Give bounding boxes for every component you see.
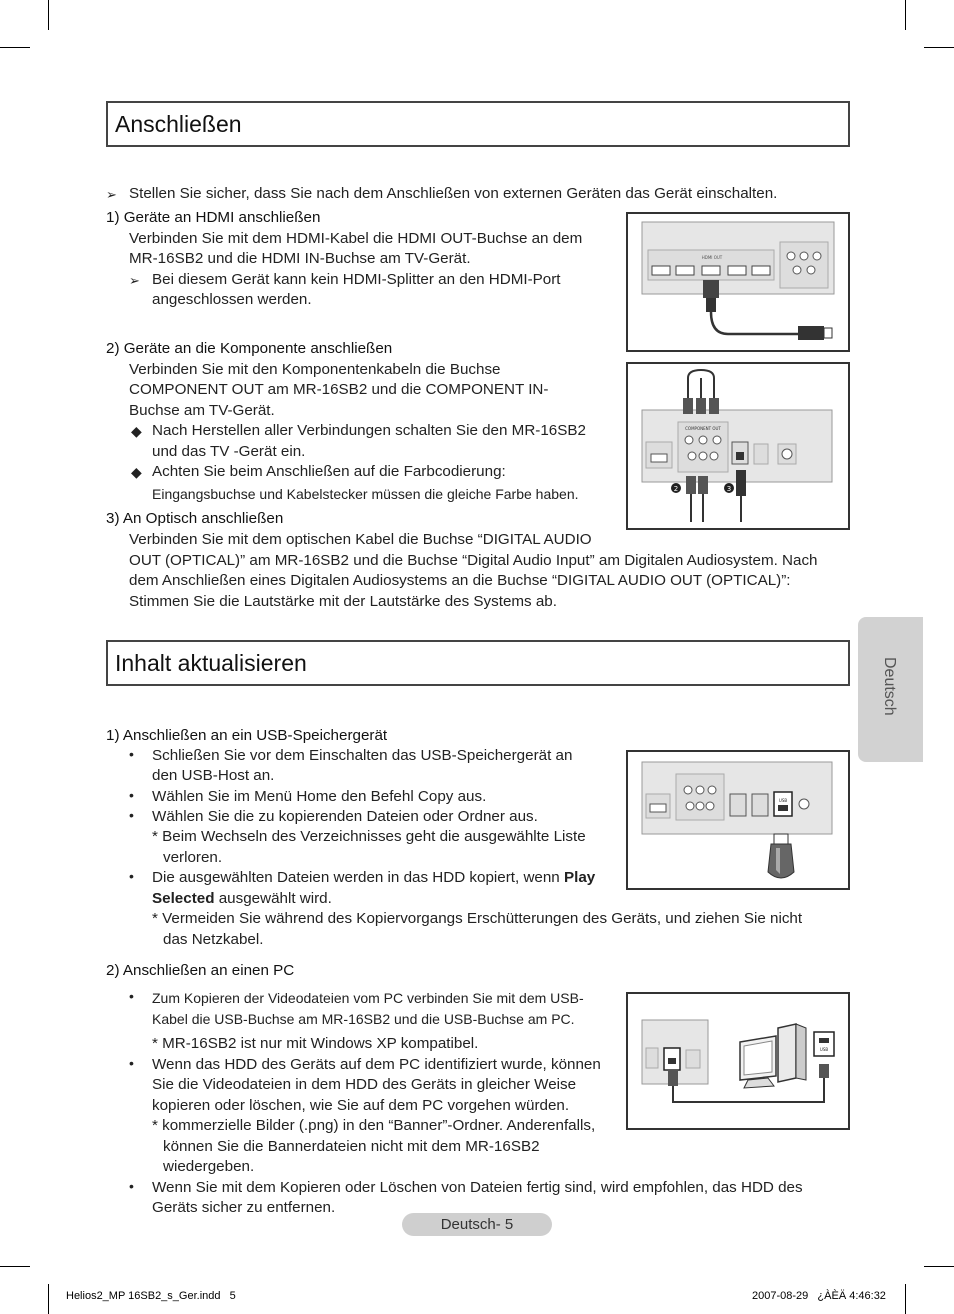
component-bullet: Achten Sie beim Anschließen auf die Farbcodierung: [152,463,506,480]
figure-usb [626,750,850,890]
hdmi-note: angeschlossen werden. [152,291,312,308]
pc-bullet: Sie die Videodateien in dem HDD des Geräts in gleicher Weise [152,1076,577,1093]
hdmi-diagram [628,214,848,350]
pc-bullet: Kabel die USB-Buchse am MR-16SB2 und die USB-Buchse am PC. [152,1011,575,1027]
crop-mark [48,0,49,30]
usb-b4-pre: Die ausgewählten Dateien werden in das HDD kopiert, wenn [152,869,560,886]
pc-bullet: Geräts sicher zu entfernen. [152,1199,336,1216]
component-bullet: und das TV -Gerät ein. [152,443,306,460]
crop-mark [905,1284,906,1314]
figure-hdmi [626,212,850,352]
optical-heading: 3) An Optisch anschließen [106,510,284,527]
pc-usb-label: USB [819,1047,829,1052]
bullet-dot: • [129,868,134,884]
marker-3: 3 [726,485,732,493]
page-number: Deutsch- 5 [402,1213,552,1236]
pc-bullet: Wenn Sie mit dem Kopieren oder Löschen von Dateien fertig sind, wird empfohlen, das HDD des [152,1179,803,1196]
hdmi-heading: 1) Geräte an HDMI anschließen [106,209,321,226]
crop-mark [48,1284,49,1314]
pc-diagram [628,994,848,1128]
usb-note: das Netzkabel. [163,931,264,948]
usb-bullet-4-cont [152,889,332,910]
section-title: Inhalt aktualisieren [115,650,307,676]
usb-heading: 1) Anschließen an ein USB-Speichergerät [106,727,388,744]
section-header-connect [106,101,850,147]
crop-mark [924,1266,954,1267]
usb-b4-bold1: Play [564,869,596,886]
pc-note: wiedergeben. [163,1158,255,1175]
hdmi-line: MR-16SB2 und die HDMI IN-Buchse am TV-Gerät. [129,250,471,267]
usb-port-label: USB [778,798,788,803]
crop-mark [924,47,954,48]
usb-b4-post: ausgewählt wird. [218,890,332,907]
pc-heading: 2) Anschließen an einen PC [106,962,295,979]
diamond-bullet-icon: ◆ [131,423,142,439]
usb-bullet: Schließen Sie vor dem Einschalten das USB-Speichergerät an [152,747,573,764]
date-slug: 2007-08-29 ¿ÀÈÄ 4:46:32 [752,1290,886,1302]
usb-bullet: den USB-Host an. [152,767,275,784]
component-line: Buchse am TV-Gerät. [129,402,275,419]
arrow-icon: ➢ [129,273,140,288]
usb-note: * Vermeiden Sie während des Kopiervorgangs Erschütterungen des Geräts, und ziehen Sie nicht [152,910,803,927]
marker-2: 2 [673,485,679,493]
hdmi-note: Bei diesem Gerät kann kein HDMI-Splitter an den HDMI-Port [152,271,561,288]
component-line: Verbinden Sie mit den Komponentenkabeln die Buchse [129,361,501,378]
section-header-update [106,640,850,686]
bullet-dot: • [129,746,134,762]
intro-text: Stellen Sie sicher, dass Sie nach dem Anschließen von externen Geräten das Gerät einschalten. [129,185,778,202]
language-tab [858,617,923,762]
bullet-dot: • [129,1178,134,1194]
section-title: Anschließen [115,111,242,137]
component-heading: 2) Geräte an die Komponente anschließen [106,340,393,357]
optical-line: OUT (OPTICAL)” am MR-16SB2 und die Buchse “Digital Audio Input” am Digitalen Audiosystem. Nach [129,552,818,569]
arrow-icon: ➢ [106,187,117,202]
crop-mark [0,47,30,48]
pc-bullet: Wenn das HDD des Geräts auf dem PC identifiziert wurde, können [152,1056,601,1073]
bullet-dot: • [129,1055,134,1071]
usb-bullet-4 [152,868,595,889]
component-diagram [628,364,848,528]
usb-diagram [628,752,848,888]
crop-mark [0,1266,30,1267]
optical-line: dem Anschließen eines Digitalen Audiosystems an die Buchse “DIGITAL AUDIO OUT (OPTICAL)”: [129,572,791,589]
usb-bullet: Wählen Sie im Menü Home den Befehl Copy aus. [152,788,487,805]
usb-b4-bold2: Selected [152,890,215,907]
pc-note: können Sie die Bannerdateien nicht mit dem MR-16SB2 [163,1138,540,1155]
usb-note: * Beim Wechseln des Verzeichnisses geht die ausgewählte Liste [152,828,586,845]
language-tab-label: Deutsch [881,657,898,716]
component-line: COMPONENT OUT am MR-16SB2 und die COMPONENT IN- [129,381,549,398]
bullet-dot: • [129,988,134,1004]
usb-note: verloren. [163,849,223,866]
figure-pc [626,992,850,1130]
pc-note: * kommerzielle Bilder (.png) in den “Banner”-Ordner. Anderenfalls, [152,1117,596,1134]
file-slug: Helios2_MP 16SB2_s_Ger.indd 5 [66,1290,236,1302]
component-bullet: Nach Herstellen aller Verbindungen schalten Sie den MR-16SB2 [152,422,586,439]
usb-bullet: Wählen Sie die zu kopierenden Dateien oder Ordner aus. [152,808,538,825]
pc-bullet: kopieren oder löschen, wie Sie auf dem PC vorgehen würden. [152,1097,570,1114]
bullet-dot: • [129,787,134,803]
hdmi-line: Verbinden Sie mit dem HDMI-Kabel die HDMI OUT-Buchse an dem [129,230,583,247]
optical-line: Stimmen Sie die Lautstärke mit der Lautstärke des Systems ab. [129,593,557,610]
component-out-label: COMPONENT OUT [685,426,721,431]
pc-bullet: Zum Kopieren der Videodateien vom PC verbinden Sie mit dem USB- [152,990,584,1006]
diamond-bullet-icon: ◆ [131,464,142,480]
figure-component [626,362,850,530]
hdmi-out-label: HDMI OUT [701,255,723,260]
optical-line: Verbinden Sie mit dem optischen Kabel die Buchse “DIGITAL AUDIO [129,531,592,548]
pc-note: * MR-16SB2 ist nur mit Windows XP kompatibel. [152,1035,479,1052]
component-bullet: Eingangsbuchse und Kabelstecker müssen die gleiche Farbe haben. [152,486,579,502]
crop-mark [905,0,906,30]
bullet-dot: • [129,807,134,823]
